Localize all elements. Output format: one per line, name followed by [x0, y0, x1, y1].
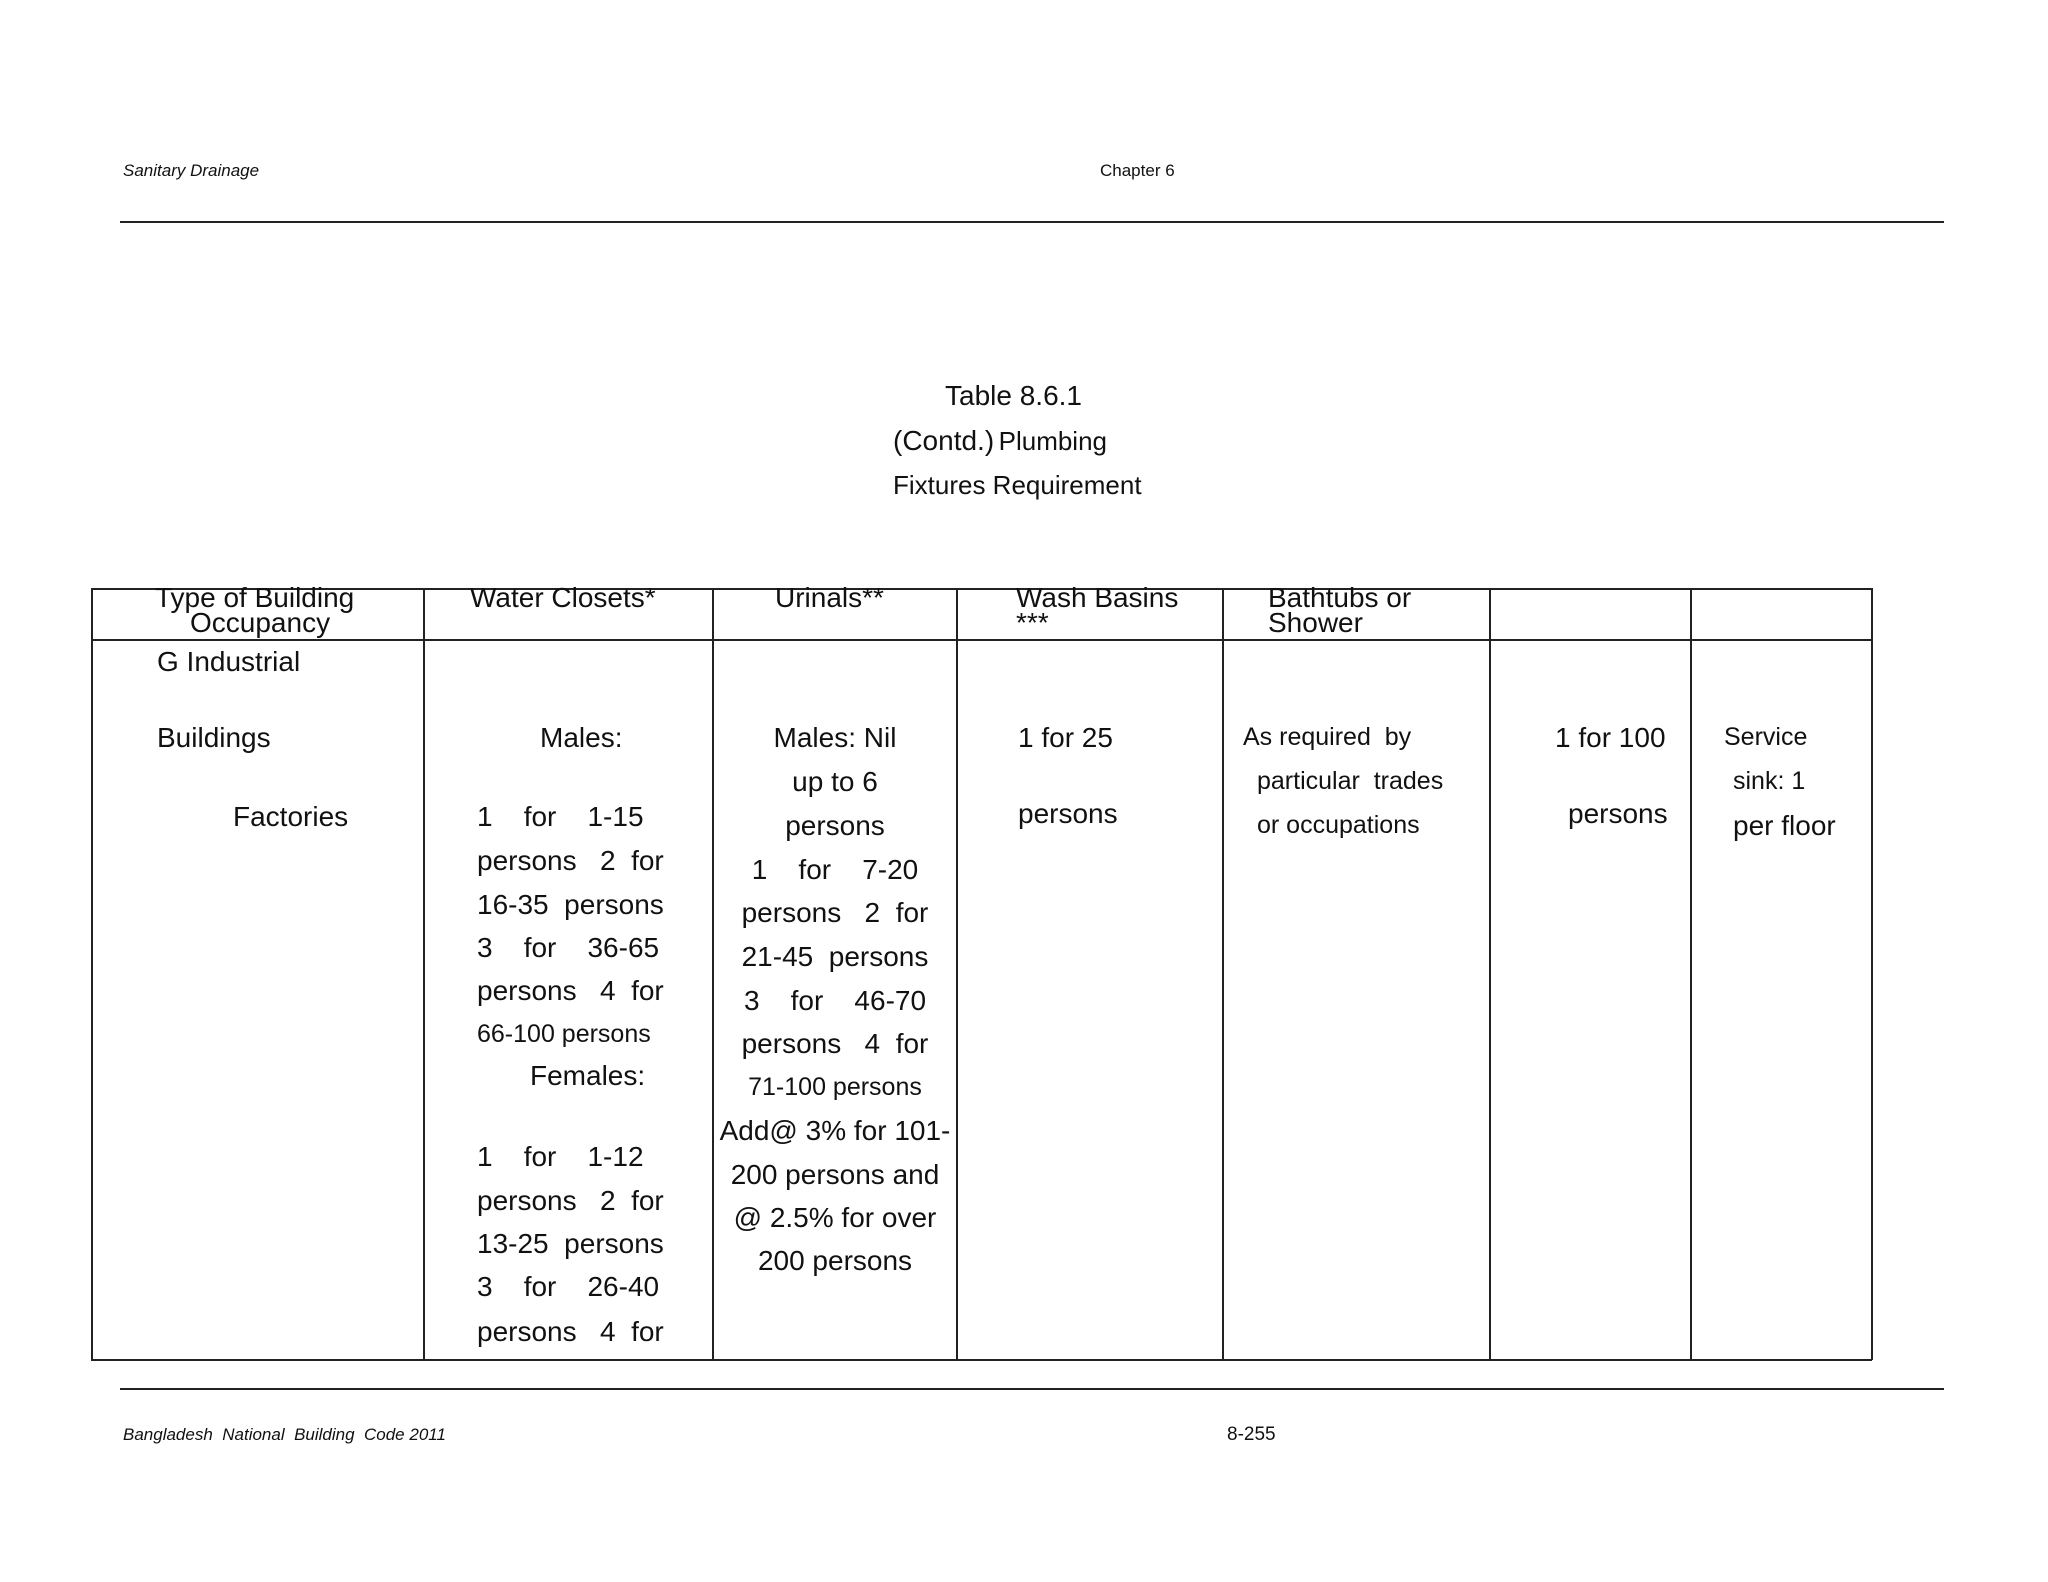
- drinking-fountain-persons: persons: [1568, 798, 1668, 829]
- urinal-line: 21-45 persons: [741, 941, 929, 972]
- urinal-line: Add@ 3% for 101-: [719, 1115, 951, 1146]
- occupancy-group: G Industrial: [157, 646, 301, 677]
- wc-males-line: 66-100 persons: [477, 1020, 651, 1048]
- urinal-line: 200 persons and: [730, 1159, 940, 1190]
- occupancy-buildings: Buildings: [157, 722, 271, 753]
- wc-males-line: 1 for 1-15: [477, 801, 644, 832]
- wc-females-line: persons 4 for: [477, 1316, 664, 1347]
- table-caption-line2: [893, 425, 1107, 457]
- col-header-water-closets: Water Closets*: [470, 582, 656, 613]
- wc-females-line: 13-25 persons: [477, 1228, 664, 1259]
- wc-males-line: 3 for 36-65: [477, 932, 660, 963]
- header-bottom-border: [91, 639, 1872, 641]
- wc-females-line: 1 for 1-12: [477, 1141, 644, 1172]
- running-header-left: Sanitary Drainage: [123, 161, 260, 180]
- col-border-1: [423, 588, 425, 1360]
- col-header-urinals: Urinals**: [775, 582, 884, 613]
- urinal-line: up to 6: [792, 766, 878, 797]
- other-fixture-line: per floor: [1733, 810, 1836, 841]
- page-number: 8-255: [1227, 1424, 1276, 1445]
- wc-males-label: Males:: [540, 722, 623, 753]
- header-rule: [120, 221, 1944, 223]
- bathtub-line: or occupations: [1257, 811, 1420, 839]
- urinal-line: persons 2 for: [741, 897, 929, 928]
- caption-plumbing: Plumbing: [998, 426, 1108, 456]
- wash-basin-ratio: 1 for 25: [1018, 722, 1113, 753]
- wc-females-line: 3 for 26-40: [477, 1271, 660, 1302]
- table-number: Table 8.6.1: [945, 380, 1082, 411]
- col-border-5: [1489, 588, 1491, 1360]
- urinal-line: @ 2.5% for over: [733, 1202, 937, 1233]
- occupancy-factories: Factories: [233, 801, 349, 832]
- bathtub-line: As required by: [1243, 723, 1412, 751]
- table-bottom-border: [91, 1359, 1872, 1361]
- running-footer-left: Bangladesh National Building Code 2011: [123, 1425, 446, 1444]
- running-header-chapter: Chapter 6: [1100, 161, 1175, 180]
- wc-males-line: persons 4 for: [477, 975, 664, 1006]
- bathtub-line: particular trades: [1257, 767, 1444, 795]
- wash-basin-persons: persons: [1018, 798, 1118, 829]
- col-border-0: [91, 588, 93, 1360]
- wc-males-line: 16-35 persons: [477, 889, 664, 920]
- urinal-line: 200 persons: [757, 1245, 913, 1276]
- col-header-bathtubs-line2: Shower: [1268, 607, 1363, 638]
- col-header-type-line1: Type of Building: [155, 582, 355, 613]
- contd-label: (Contd.): [893, 425, 995, 456]
- other-fixture-line: Service: [1724, 723, 1808, 751]
- col-border-7: [1871, 588, 1873, 1360]
- col-border-6: [1690, 588, 1692, 1360]
- urinal-line: 1 for 7-20: [751, 854, 919, 885]
- urinal-line: persons 4 for: [741, 1028, 929, 1059]
- other-fixture-line: sink: 1: [1733, 767, 1806, 795]
- col-header-wash-basins-line1: Wash Basins: [1016, 582, 1179, 613]
- urinal-line: 71-100 persons: [748, 1073, 922, 1101]
- col-border-4: [1222, 588, 1224, 1360]
- table-caption-line3: Fixtures Requirement: [893, 470, 1142, 500]
- wc-males-line: persons 2 for: [477, 845, 664, 876]
- col-header-type-line2: Occupancy: [190, 607, 331, 638]
- wc-females-line: persons 2 for: [477, 1185, 664, 1216]
- table-top-border: [91, 588, 1872, 590]
- urinal-line: 3 for 46-70: [743, 985, 927, 1016]
- col-header-bathtubs-line1: Bathtubs or: [1268, 582, 1412, 613]
- drinking-fountain-ratio: 1 for 100: [1555, 722, 1666, 753]
- footer-rule: [120, 1388, 1944, 1390]
- urinal-line: Males: Nil: [773, 722, 897, 753]
- urinal-line: persons: [785, 810, 885, 841]
- col-header-wash-basins-line2: ***: [1016, 607, 1049, 638]
- col-border-3: [956, 588, 958, 1360]
- wc-females-label: Females:: [530, 1060, 646, 1091]
